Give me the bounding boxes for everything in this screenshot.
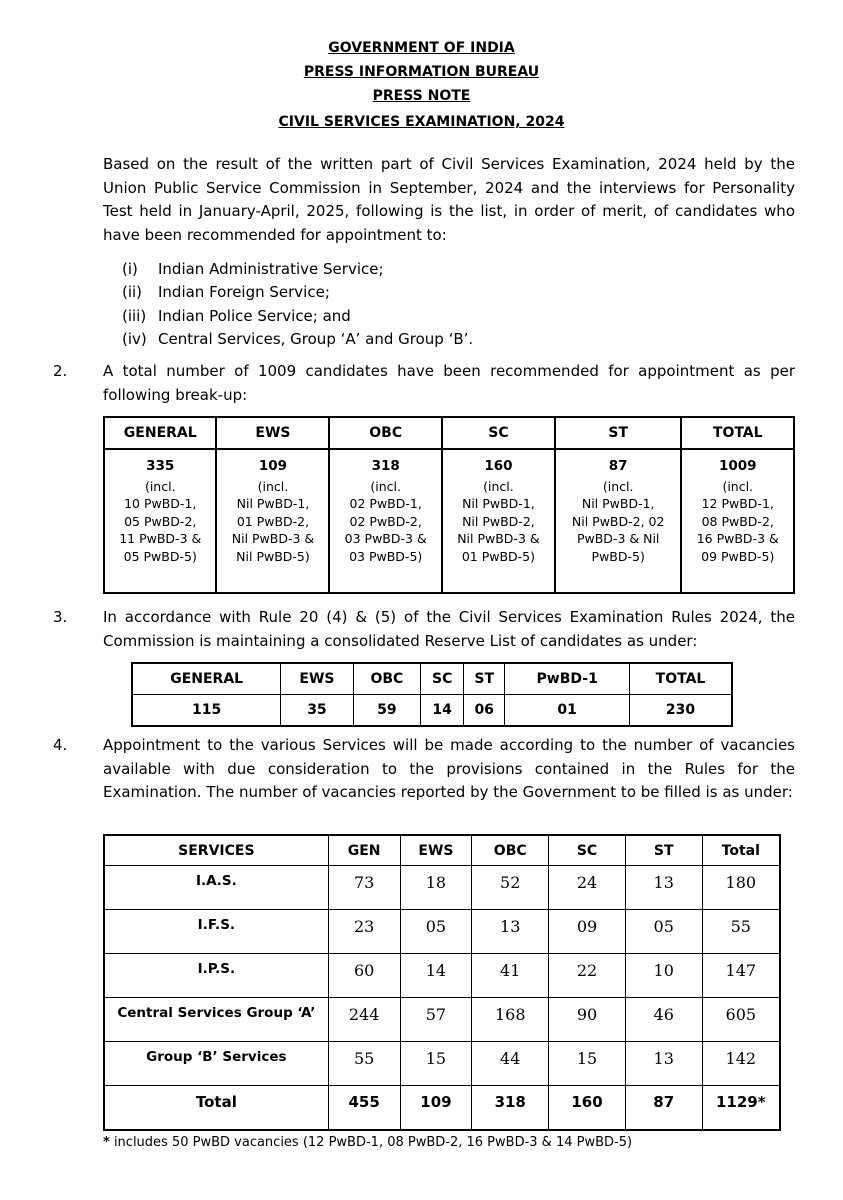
table-row [104, 998, 780, 1042]
table-cell: 230 [630, 695, 732, 727]
category-count: 318 [371, 458, 400, 474]
table-cell: 13 [625, 866, 702, 910]
footnote-marker: * [103, 1135, 110, 1150]
footnote-text: includes 50 PwBD vacancies (12 PwBD-1, 08 PwBD-2, 16 PwBD-3 & 14 PwBD-5) [109, 1135, 633, 1150]
table-cell: 05 [400, 910, 472, 954]
table-cell: 06 [464, 695, 505, 727]
list-item-text: Indian Foreign Service; [158, 283, 330, 302]
table-header-cell: ST [555, 417, 682, 449]
table-header-cell: Total [702, 835, 780, 866]
table-cell: 01 [505, 695, 630, 727]
table-header-cell: EWS [216, 417, 329, 449]
section-3-number: 3. [53, 608, 68, 626]
table-row [104, 954, 780, 998]
list-item [122, 328, 473, 351]
table-header-cell: SC [421, 663, 464, 695]
table-cell: 46 [625, 998, 702, 1042]
category-detail: (incl. Nil PwBD-1, Nil PwBD-2, 02 PwBD-3 & Nil PwBD-5) [571, 478, 665, 564]
service-name: Central Services Group ‘A’ [104, 998, 328, 1042]
table-cell: 115 [132, 695, 281, 727]
table-header-cell: GENERAL [104, 417, 216, 449]
table-cell: 605 [702, 998, 780, 1042]
vacancy-footnote [103, 1135, 632, 1150]
table-cell: 55 [702, 910, 780, 954]
reserve-list-table [131, 662, 733, 727]
table-cell: 14 [421, 695, 464, 727]
service-name: I.A.S. [104, 866, 328, 910]
category-detail: (incl. 10 PwBD-1, 05 PwBD-2, 11 PwBD-3 & 05 PwBD-5) [119, 478, 202, 564]
section-3-text: In accordance with Rule 20 (4) & (5) of the Civil Services Examination Rules 2024, the Commission is maintaining a consolidated Reserve List of candidates as under: [103, 608, 795, 650]
list-item [122, 281, 473, 304]
list-item [122, 258, 473, 281]
category-count: 335 [146, 458, 175, 474]
table-header-cell: ST [464, 663, 505, 695]
category-detail: (incl. 12 PwBD-1, 08 PwBD-2, 16 PwBD-3 & 09 PwBD-5) [696, 478, 779, 564]
table-cell: 24 [549, 866, 626, 910]
table-cell: 1129* [702, 1086, 780, 1130]
table-cell: 168 [472, 998, 549, 1042]
vacancies-table [103, 834, 781, 1131]
list-item-text: Indian Administrative Service; [158, 260, 384, 278]
table-cell [104, 449, 216, 593]
category-detail: (incl. Nil PwBD-1, Nil PwBD-2, Nil PwBD-3 & 01 PwBD-5) [457, 478, 540, 564]
header-exam-title: CIVIL SERVICES EXAMINATION, 2024 [278, 114, 565, 130]
header-government: GOVERNMENT OF INDIA [328, 40, 515, 56]
table-cell: 57 [400, 998, 472, 1042]
table-cell: 22 [549, 954, 626, 998]
table-cell: 10 [625, 954, 702, 998]
table-cell: 18 [400, 866, 472, 910]
table-cell: 87 [625, 1086, 702, 1130]
table-cell: 35 [281, 695, 353, 727]
category-count: 109 [258, 458, 288, 474]
section-2-number: 2. [53, 362, 68, 380]
table-cell: 59 [353, 695, 421, 727]
category-detail: (incl. 02 PwBD-1, 02 PwBD-2, 03 PwBD-3 & 03 PwBD-5) [344, 478, 427, 564]
table-cell: 244 [328, 998, 400, 1042]
table-row [104, 866, 780, 910]
category-count: 160 [484, 458, 513, 474]
table-cell: 44 [472, 1042, 549, 1086]
total-row [104, 1086, 780, 1130]
table-header-cell: ST [625, 835, 702, 866]
table-cell: 05 [625, 910, 702, 954]
table-cell: 160 [549, 1086, 626, 1130]
table-header-row [104, 417, 794, 449]
section-2-text: A total number of 1009 candidates have been recommended for appointment as per following break-up: [103, 362, 795, 404]
service-name: I.F.S. [104, 910, 328, 954]
table-header-cell: TOTAL [681, 417, 794, 449]
table-header-row [132, 663, 732, 695]
table-header-cell: SERVICES [104, 835, 328, 866]
table-header-cell: EWS [281, 663, 353, 695]
category-detail: (incl. Nil PwBD-1, 01 PwBD-2, Nil PwBD-3 & Nil PwBD-5) [231, 478, 315, 564]
table-cell: 73 [328, 866, 400, 910]
table-cell: 455 [328, 1086, 400, 1130]
service-name: Group ‘B’ Services [104, 1042, 328, 1086]
table-cell: 55 [328, 1042, 400, 1086]
table-cell: 109 [400, 1086, 472, 1130]
table-cell: 52 [472, 866, 549, 910]
table-cell: 41 [472, 954, 549, 998]
list-item-number: (i) [122, 260, 138, 278]
table-header-cell: TOTAL [630, 663, 732, 695]
category-count: 1009 [718, 458, 757, 474]
table-header-cell: SC [442, 417, 555, 449]
list-item-text: Indian Police Service; and [158, 306, 351, 325]
service-name: Total [104, 1086, 328, 1130]
table-cell: 09 [549, 910, 626, 954]
table-cell: 13 [625, 1042, 702, 1086]
table-header-cell: GEN [328, 835, 400, 866]
table-row [132, 695, 732, 727]
table-cell [442, 449, 555, 593]
table-cell [329, 449, 441, 593]
table-header-row [104, 835, 780, 866]
table-cell [216, 449, 329, 593]
table-cell: 180 [702, 866, 780, 910]
table-header-cell: PwBD-1 [505, 663, 630, 695]
table-row [104, 1042, 780, 1086]
recommended-candidates-table [103, 416, 795, 594]
service-name: I.P.S. [104, 954, 328, 998]
table-cell: 142 [702, 1042, 780, 1086]
table-header-cell: GENERAL [132, 663, 281, 695]
services-list [122, 258, 473, 352]
header-press-note: PRESS NOTE [372, 88, 471, 104]
table-cell: 23 [328, 910, 400, 954]
section-4-text: Appointment to the various Services will be made according to the number of vacancies available with due consideration to the provisions contained in the Rules for the Examination. The number of vacancies reported by the Government to be filled is as under: [103, 736, 795, 802]
table-cell: 13 [472, 910, 549, 954]
table-row [104, 449, 794, 593]
list-item-text: Central Services, Group ‘A’ and Group ‘B’. [158, 330, 474, 349]
category-count: 87 [608, 458, 628, 474]
list-item-number: (ii) [122, 283, 143, 302]
table-cell [681, 449, 794, 593]
table-cell: 14 [400, 954, 472, 998]
table-cell: 15 [549, 1042, 626, 1086]
list-item [122, 305, 473, 328]
table-cell [555, 449, 682, 593]
table-cell: 318 [472, 1086, 549, 1130]
table-cell: 147 [702, 954, 780, 998]
table-row [104, 910, 780, 954]
table-cell: 60 [328, 954, 400, 998]
table-header-cell: OBC [353, 663, 421, 695]
table-header-cell: OBC [329, 417, 441, 449]
table-header-cell: SC [549, 835, 626, 866]
intro-paragraph: Based on the result of the written part of Civil Services Examination, 2024 held by the Union Public Service Commission in September, 2024 and the interviews for Personality Test held in January-April, 2025, following is the list, in order of merit, of candidates who have been recommended for appointment to: [103, 155, 795, 244]
table-header-cell: OBC [472, 835, 549, 866]
list-item-number: (iv) [122, 330, 147, 349]
list-item-number: (iii) [122, 306, 147, 325]
table-cell: 15 [400, 1042, 472, 1086]
table-cell: 90 [549, 998, 626, 1042]
section-4-number: 4. [53, 736, 68, 754]
header-pib: PRESS INFORMATION BUREAU [303, 64, 540, 80]
table-header-cell: EWS [400, 835, 472, 866]
